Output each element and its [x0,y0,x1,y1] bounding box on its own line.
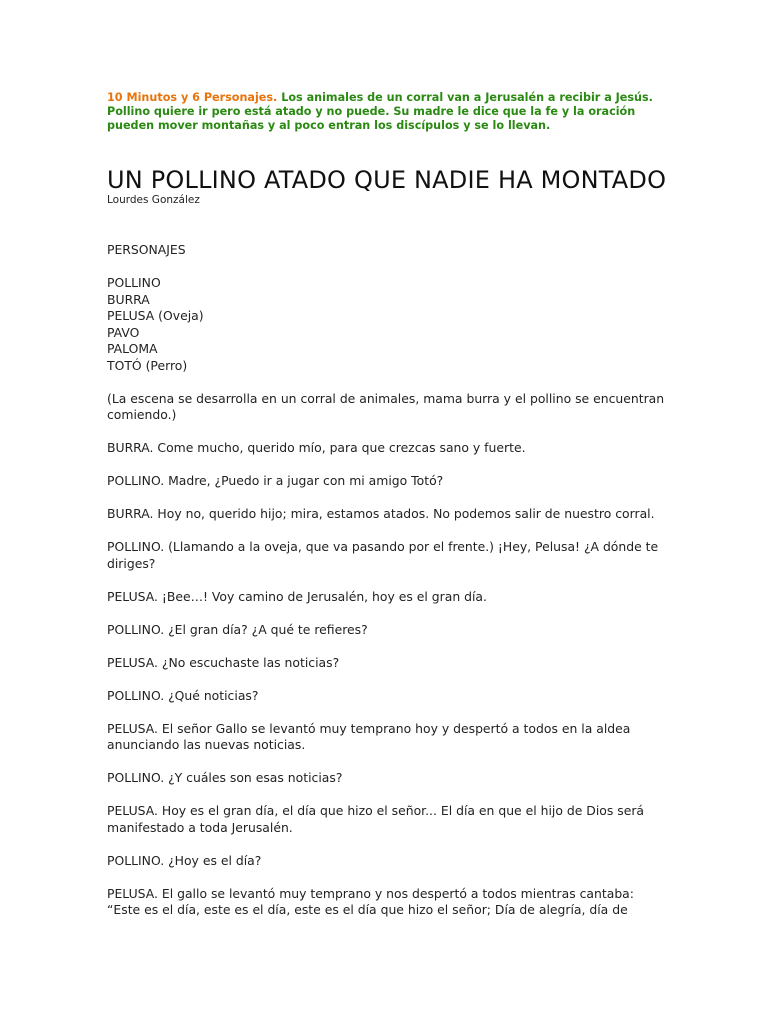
dialogue-line: POLLINO. Madre, ¿Puedo ir a jugar con mi amigo Totó? [107,473,444,488]
stage-direction: (La escena se desarrolla en un corral de animales, mama burra y el pollino se encuentran comiendo.) [107,390,665,422]
cast-heading: PERSONAJES [107,242,186,257]
dialogue-line: PELUSA. El gallo se levantó muy temprano y nos despertó a todos mientras cantaba: “Este es el día, este es el día, este es el día que hizo el señor; Día de alegría, día de [107,885,634,917]
dialogue-line: POLLINO. ¿El gran día? ¿A qué te refieres? [107,621,368,637]
cast-item: POLLINO [107,275,161,290]
cast-item: PAVO [107,324,140,340]
cast-item: PELUSA (Oveja) [107,308,204,323]
intro-text: Los animales de un corral van a Jerusalén a recibir a Jesús. Pollino quiere ir pero está atado y no puede. Su madre le dice que la fe y la oración pueden mover montañas y al poco entran los discípulos y se lo llevan. [107,91,653,132]
dialogue-line: PELUSA. ¡Bee…! Voy camino de Jerusalén, hoy es el gran día. [107,588,487,604]
dialogue-line: POLLINO. ¿Qué noticias? [107,687,259,703]
intro-summary [107,91,667,133]
dialogue-line: BURRA. Come mucho, querido mío, para que crezcas sano y fuerte. [107,440,526,455]
cast-item: BURRA [107,291,150,307]
cast-item: TOTÓ (Perro) [107,357,188,373]
dialogue-line: POLLINO. ¿Y cuáles son esas noticias? [107,770,343,785]
dialogue-line: PELUSA. El señor Gallo se levantó muy temprano hoy y despertó a todos en la aldea anunciando las nuevas noticias. [107,720,631,752]
intro-lead: 10 Minutos y 6 Personajes. [107,91,278,104]
dialogue-line: POLLINO. ¿Hoy es el día? [107,852,262,868]
script-body [107,242,667,919]
dialogue-line: PELUSA. ¿No escuchaste las noticias? [107,654,340,670]
play-title: UN POLLINO ATADO QUE NADIE HA MONTADO [107,166,667,194]
cast-item: PALOMA [107,341,158,356]
author-name: Lourdes González [107,194,200,206]
dialogue-line: BURRA. Hoy no, querido hijo; mira, estamos atados. No podemos salir de nuestro corral. [107,506,655,521]
cast-list [107,275,667,374]
dialogue-line: PELUSA. Hoy es el gran día, el día que hizo el señor... El día en que el hijo de Dios será manifestado a toda Jerusalén. [107,803,645,835]
dialogue-line: POLLINO. (Llamando a la oveja, que va pasando por el frente.) ¡Hey, Pelusa! ¿A dónde te diriges? [107,539,659,571]
